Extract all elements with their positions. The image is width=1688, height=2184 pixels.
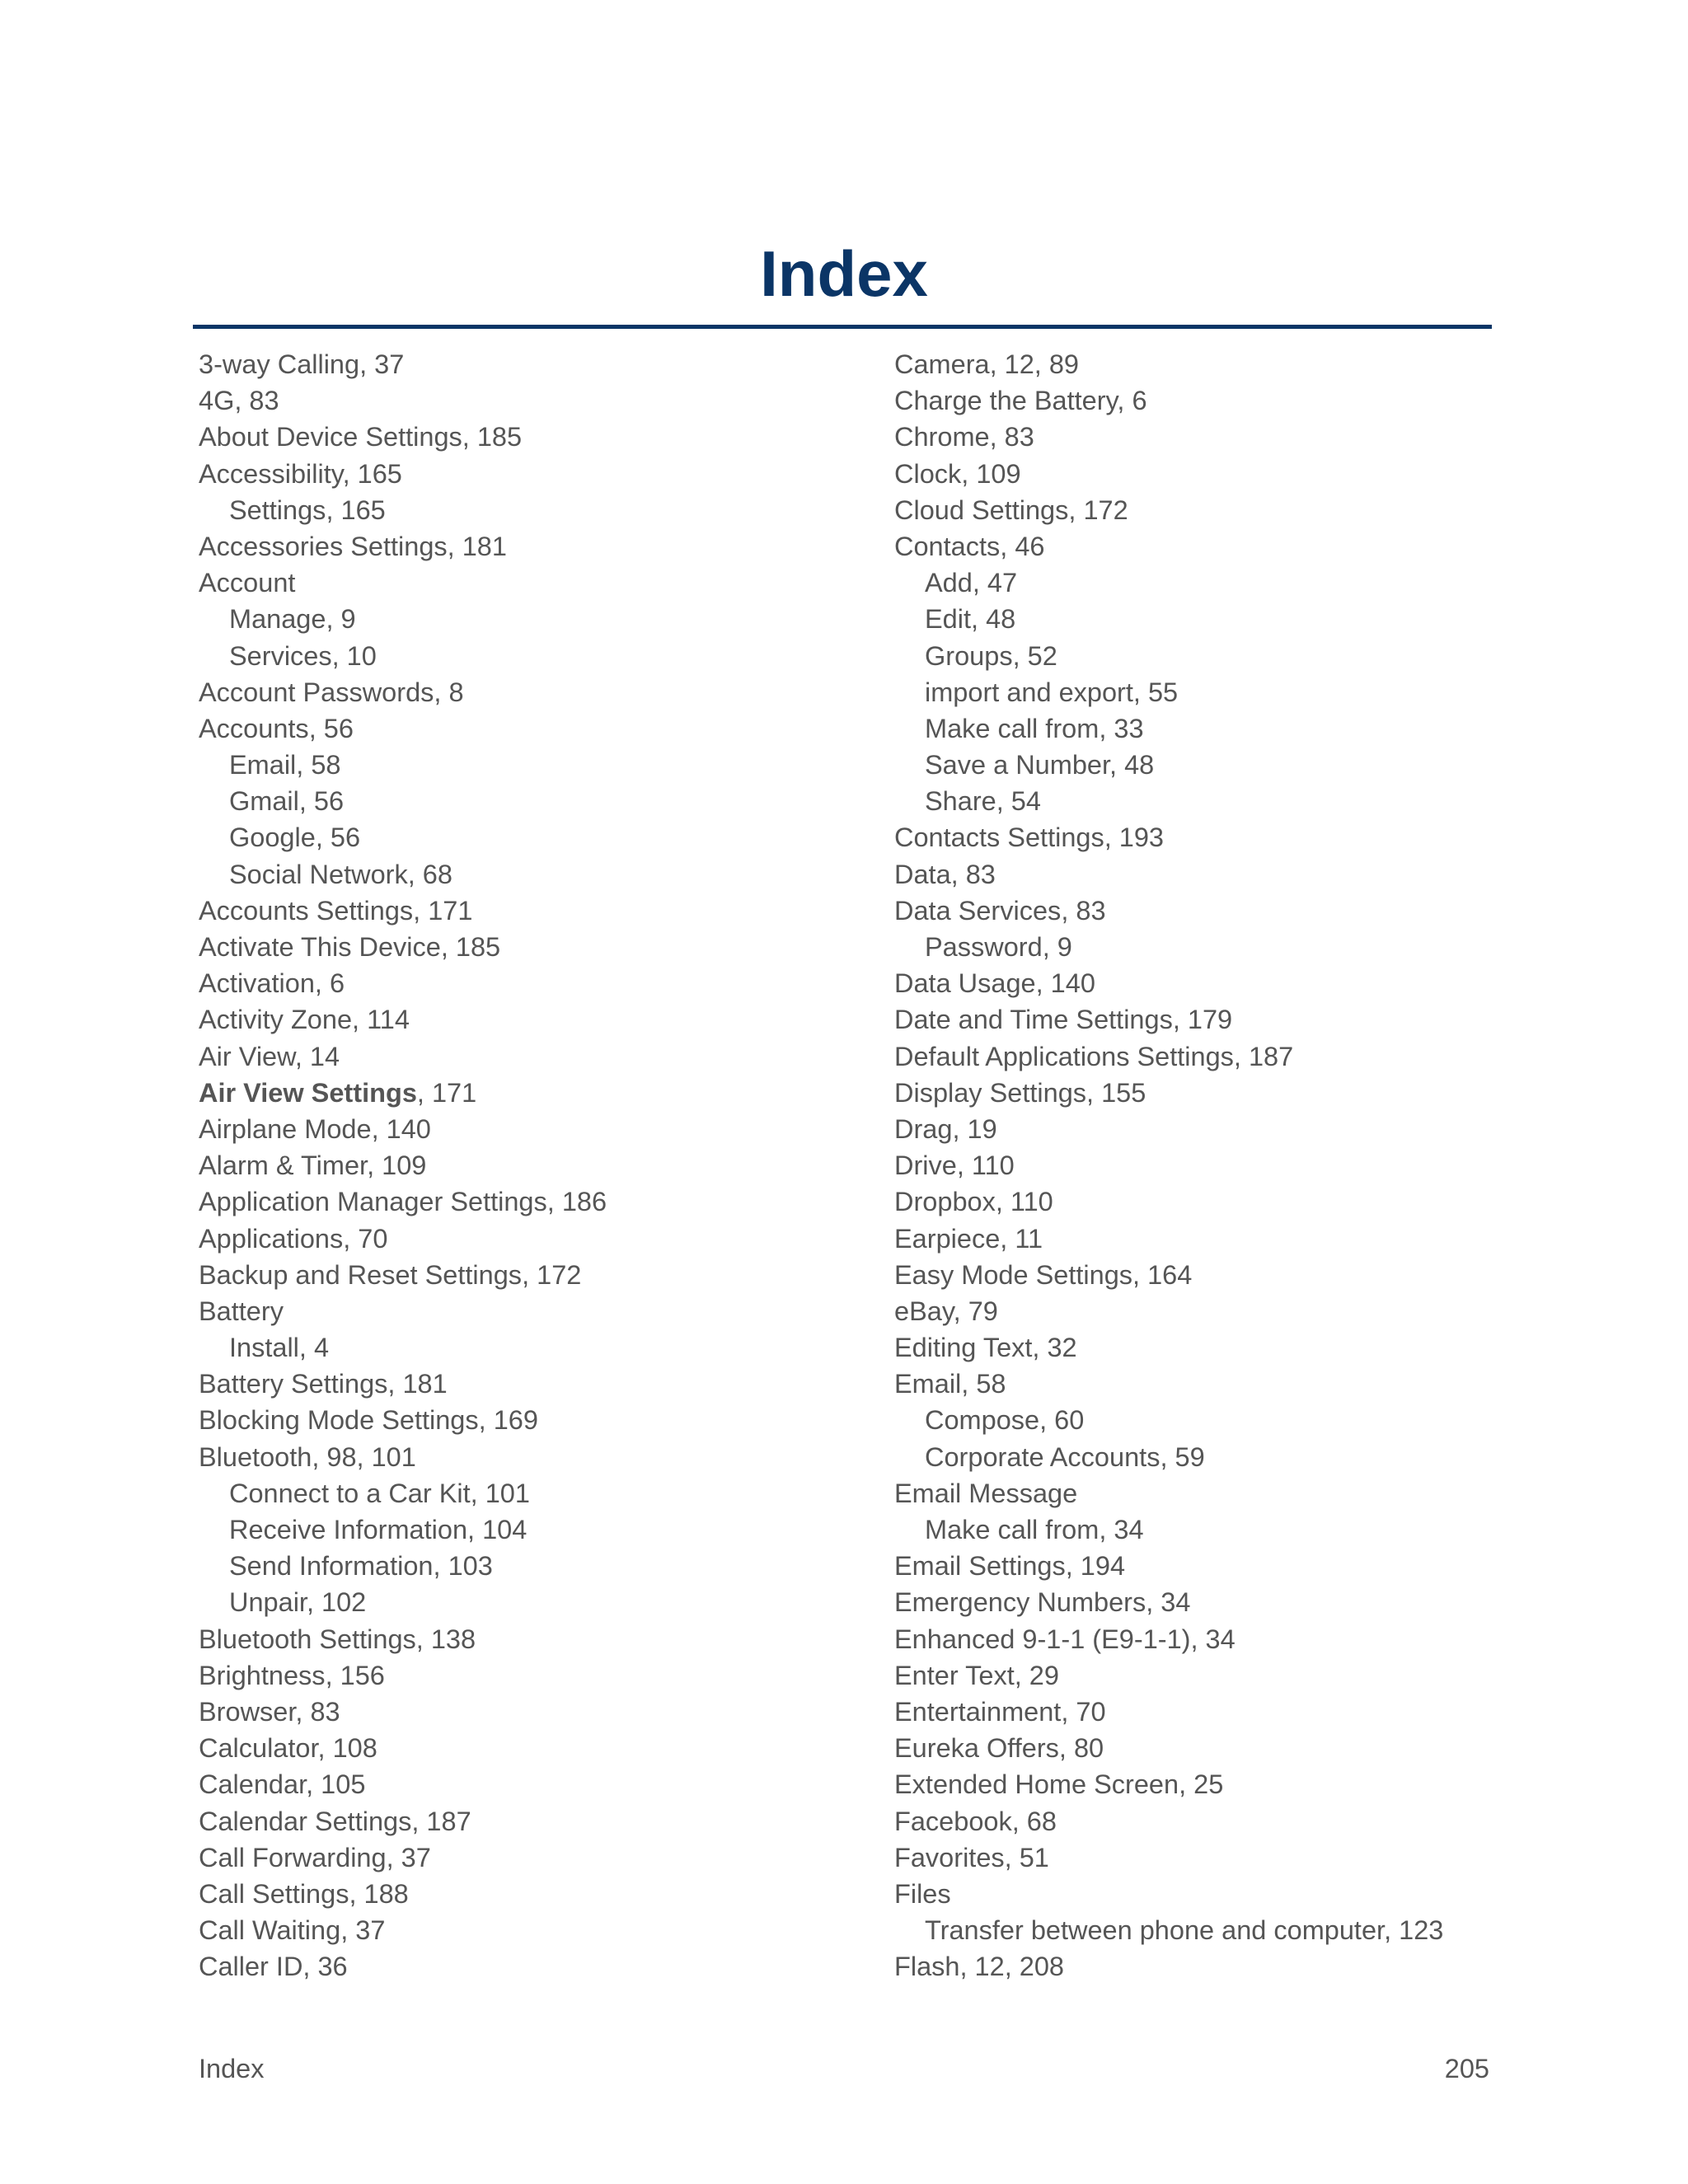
index-pages: , 56 — [315, 823, 361, 853]
index-term: 4G — [199, 386, 235, 416]
index-entry — [894, 1111, 1521, 1147]
index-term: Enter Text — [894, 1660, 1015, 1690]
index-entry — [199, 1402, 858, 1438]
index-term: Flash — [894, 1952, 960, 1982]
index-term: Airplane Mode — [199, 1113, 372, 1144]
index-pages: , 46 — [1000, 531, 1045, 561]
index-pages: , 114 — [352, 1005, 410, 1035]
index-entry — [894, 1257, 1521, 1293]
index-pages: , 12, 89 — [989, 349, 1080, 379]
index-subentry — [199, 601, 858, 637]
index-term: Share — [925, 786, 996, 817]
index-pages: , 6 — [314, 968, 345, 999]
index-term: Clock — [894, 458, 962, 489]
index-pages: , 8 — [434, 677, 464, 707]
index-entry — [894, 1293, 1521, 1329]
index-term: Contacts Settings — [894, 823, 1104, 853]
index-term: Contacts — [894, 531, 1001, 561]
index-subentry — [894, 1511, 1521, 1548]
index-subentry — [199, 819, 858, 855]
index-term: Calculator — [199, 1733, 318, 1764]
index-entry — [894, 1183, 1521, 1220]
index-term: Activity Zone — [199, 1005, 353, 1035]
index-entry — [199, 419, 858, 455]
index-pages: , 193 — [1104, 823, 1165, 853]
index-entry — [199, 1439, 858, 1475]
index-pages: , 58 — [961, 1369, 1006, 1399]
index-term: Bluetooth — [199, 1441, 312, 1472]
index-pages: , 98, 101 — [312, 1441, 416, 1472]
index-entry — [199, 1111, 858, 1147]
index-entry — [894, 1803, 1521, 1840]
index-entry — [894, 1657, 1521, 1694]
index-term: Call Forwarding — [199, 1842, 387, 1872]
index-subentry — [894, 601, 1521, 637]
index-pages: , 83 — [950, 859, 996, 889]
index-entry — [199, 1766, 858, 1802]
index-pages: , 110 — [995, 1187, 1053, 1217]
index-pages: , 108 — [317, 1733, 377, 1764]
index-entry — [199, 1038, 858, 1075]
index-term: Call Waiting — [199, 1915, 341, 1946]
index-pages: , 70 — [1061, 1696, 1106, 1727]
index-term: Battery Settings — [199, 1369, 388, 1399]
index-entry — [199, 1803, 858, 1840]
index-term: Receive Information — [229, 1515, 468, 1544]
index-entry — [894, 492, 1521, 528]
index-entry — [894, 1001, 1521, 1038]
index-entry — [894, 1075, 1521, 1111]
index-pages: , 80 — [1058, 1733, 1104, 1764]
index-pages: , 29 — [1014, 1660, 1059, 1690]
index-pages: , 186 — [546, 1187, 607, 1217]
index-entry — [894, 456, 1521, 492]
index-entry — [894, 1329, 1521, 1366]
index-entry — [894, 1730, 1521, 1766]
index-entry — [199, 1876, 858, 1912]
index-entry — [894, 1584, 1521, 1620]
index-term: Settings — [229, 494, 326, 525]
index-term: Drag — [894, 1113, 953, 1144]
index-pages: , 164 — [1132, 1259, 1193, 1290]
index-pages: , 123 — [1384, 1915, 1444, 1946]
index-term: Corporate Accounts — [925, 1441, 1160, 1472]
index-term: Applications — [199, 1223, 344, 1254]
index-pages: , 187 — [1233, 1041, 1294, 1071]
index-entry — [894, 346, 1521, 382]
index-entry — [894, 893, 1521, 929]
index-pages: , 9 — [1042, 932, 1072, 962]
index-pages: , 55 — [1132, 677, 1179, 707]
index-subentry — [894, 747, 1521, 783]
index-term: Drive — [894, 1151, 957, 1181]
title-rule — [193, 325, 1492, 329]
index-term: Add — [925, 568, 973, 598]
index-pages: , 60 — [1039, 1405, 1085, 1436]
index-subentry — [199, 1329, 858, 1366]
index-subentry — [894, 929, 1521, 965]
index-term: Accessories Settings — [199, 531, 448, 561]
index-pages: , 194 — [1065, 1551, 1126, 1582]
index-subentry — [894, 710, 1521, 747]
index-subentry — [894, 1402, 1521, 1438]
index-pages: , 172 — [522, 1259, 582, 1290]
index-pages: , 171 — [416, 1077, 477, 1108]
index-term: Send Information — [229, 1551, 434, 1582]
index-term: Save a Number — [925, 750, 1110, 780]
index-pages: , 169 — [478, 1405, 538, 1436]
index-term: Favorites — [894, 1842, 1005, 1872]
index-entry — [199, 1075, 858, 1111]
index-term: Application Manager Settings — [199, 1187, 547, 1217]
index-entry — [199, 346, 858, 382]
index-pages: , 37 — [359, 349, 405, 379]
index-pages: , 48 — [1109, 750, 1155, 780]
index-entry — [894, 1366, 1521, 1402]
index-term: Emergency Numbers — [894, 1587, 1146, 1618]
index-pages: , 140 — [371, 1113, 431, 1144]
index-pages: , 181 — [447, 531, 507, 561]
index-pages: , 109 — [961, 458, 1021, 489]
index-term: Blocking Mode Settings — [199, 1405, 479, 1436]
index-pages: , 56 — [298, 786, 345, 817]
index-pages: , 14 — [294, 1041, 340, 1071]
index-term: Make call from — [925, 713, 1100, 743]
index-entry — [199, 1912, 858, 1948]
index-pages: , 34 — [1190, 1624, 1236, 1654]
index-term: Install — [229, 1333, 299, 1363]
index-term: Brightness — [199, 1660, 326, 1690]
index-term: Enhanced 9-1-1 (E9-1-1) — [894, 1624, 1191, 1654]
index-entry — [894, 1475, 1521, 1511]
index-term: eBay — [894, 1296, 954, 1326]
index-term: Extended Home Screen — [894, 1769, 1179, 1800]
index-term: Groups — [925, 640, 1013, 671]
index-subentry — [199, 856, 858, 893]
index-entry — [894, 1840, 1521, 1876]
index-pages: , 165 — [326, 494, 386, 525]
index-pages: , 33 — [1099, 713, 1144, 743]
index-pages: , 101 — [470, 1478, 530, 1508]
index-term: About Device Settings — [199, 422, 462, 452]
index-term: Data — [894, 859, 951, 889]
index-pages: , 172 — [1068, 494, 1128, 525]
index-pages: , 19 — [952, 1113, 997, 1144]
index-subentry — [894, 674, 1521, 710]
index-entry — [894, 1548, 1521, 1584]
index-pages: , 59 — [1160, 1441, 1205, 1472]
index-pages: , 171 — [413, 895, 473, 926]
index-pages: , 155 — [1086, 1077, 1146, 1108]
index-pages: , 79 — [953, 1296, 998, 1326]
index-entry — [199, 1293, 858, 1329]
index-term: Dropbox — [894, 1187, 996, 1217]
index-term: Accessibility — [199, 458, 343, 489]
index-subentry — [894, 565, 1521, 601]
index-term: Air View — [199, 1041, 295, 1071]
index-entry — [199, 565, 858, 601]
index-term: Transfer between phone and computer — [925, 1915, 1385, 1946]
index-term: Account Passwords — [199, 677, 434, 707]
index-subentry — [199, 638, 858, 674]
index-term: Editing Text — [894, 1333, 1033, 1363]
index-term: Email Settings — [894, 1551, 1066, 1582]
index-column-right — [894, 346, 1521, 1985]
index-pages: , 10 — [331, 640, 377, 671]
index-subentry — [199, 747, 858, 783]
index-pages: , 103 — [433, 1551, 493, 1582]
index-subentry — [894, 1439, 1521, 1475]
index-subentry — [199, 1548, 858, 1584]
index-term: Social Network — [229, 859, 408, 889]
index-term: Activation — [199, 968, 315, 999]
index-subentry — [199, 1584, 858, 1620]
index-column-left — [199, 346, 858, 1985]
index-pages: , 70 — [343, 1223, 388, 1254]
index-subentry — [199, 1511, 858, 1548]
footer-section-label: Index — [199, 2054, 265, 2083]
index-entry — [894, 1221, 1521, 1257]
index-entry — [199, 382, 858, 419]
page-title: Index — [760, 237, 928, 310]
index-entry — [894, 965, 1521, 1001]
index-term: Connect to a Car Kit — [229, 1478, 471, 1508]
index-term: Cloud Settings — [894, 494, 1069, 525]
index-term: Manage — [229, 604, 326, 635]
index-entry — [199, 710, 858, 747]
index-entry — [894, 1038, 1521, 1075]
index-pages: , 187 — [411, 1806, 471, 1836]
index-pages: , 185 — [462, 422, 523, 452]
index-pages: , 185 — [440, 932, 501, 962]
index-term: Data Usage — [894, 968, 1036, 999]
index-term: 3-way Calling — [199, 349, 360, 379]
index-term: Camera — [894, 349, 990, 379]
index-entry — [894, 1621, 1521, 1657]
index-entry — [199, 1001, 858, 1038]
index-pages: , 37 — [340, 1915, 386, 1946]
index-pages: , 140 — [1035, 968, 1095, 999]
index-term: Eureka Offers — [894, 1733, 1059, 1764]
index-pages: , 83 — [1061, 895, 1106, 926]
index-subentry — [894, 783, 1521, 819]
index-entry — [199, 1257, 858, 1293]
index-entry — [894, 1147, 1521, 1183]
index-subentry — [894, 1912, 1521, 1948]
index-term: Accounts — [199, 713, 309, 743]
index-pages: , 188 — [349, 1878, 409, 1909]
index-entry — [199, 1730, 858, 1766]
index-entry — [199, 1147, 858, 1183]
index-entry — [199, 1948, 858, 1985]
index-entry — [199, 1183, 858, 1220]
index-term: Backup and Reset Settings — [199, 1259, 523, 1290]
index-entry — [199, 965, 858, 1001]
index-entry — [199, 1366, 858, 1402]
index-term: Email — [229, 750, 297, 780]
index-pages: , 37 — [386, 1842, 431, 1872]
index-entry — [199, 893, 858, 929]
index-subentry — [199, 492, 858, 528]
index-term: Services — [229, 640, 332, 671]
index-entry — [199, 1221, 858, 1257]
index-pages: , 83 — [295, 1696, 340, 1727]
index-pages: , 34 — [1099, 1515, 1144, 1544]
index-term: Data Services — [894, 895, 1062, 926]
index-pages: , 181 — [387, 1369, 448, 1399]
index-term: Unpair — [229, 1587, 307, 1618]
index-pages: , 32 — [1032, 1333, 1077, 1363]
index-entry — [199, 1694, 858, 1730]
index-pages: , 34 — [1146, 1587, 1191, 1618]
index-entry — [894, 1694, 1521, 1730]
index-entry — [199, 1657, 858, 1694]
index-term: Account — [199, 568, 296, 598]
index-entry — [199, 456, 858, 492]
index-pages: , 54 — [996, 786, 1041, 817]
index-term: Activate This Device — [199, 932, 441, 962]
index-pages: , 48 — [971, 604, 1016, 635]
index-pages: , 105 — [306, 1769, 366, 1800]
index-pages: , 110 — [956, 1151, 1015, 1181]
index-term: Files — [894, 1878, 951, 1909]
index-term: Call Settings — [199, 1878, 349, 1909]
index-term: Default Applications Settings — [894, 1041, 1234, 1071]
index-term: Gmail — [229, 786, 299, 817]
index-term: Calendar Settings — [199, 1806, 412, 1836]
index-term: Email — [894, 1369, 962, 1399]
index-term: Email Message — [894, 1478, 1078, 1508]
index-subentry — [199, 783, 858, 819]
index-pages: , 51 — [1004, 1842, 1049, 1872]
index-pages: , 56 — [308, 713, 354, 743]
index-pages: , 25 — [1179, 1769, 1224, 1800]
index-term: Facebook — [894, 1806, 1012, 1836]
index-pages: , 11 — [1000, 1223, 1043, 1254]
index-term: Google — [229, 823, 316, 853]
index-entry — [894, 1766, 1521, 1802]
index-pages: , 156 — [325, 1660, 385, 1690]
index-entry — [894, 382, 1521, 419]
index-pages: , 12, 208 — [959, 1952, 1064, 1982]
index-pages: , 102 — [306, 1587, 367, 1618]
index-pages: , 9 — [326, 604, 356, 635]
index-pages: , 83 — [234, 386, 279, 416]
index-term: Earpiece — [894, 1223, 1001, 1254]
index-pages: , 52 — [1012, 640, 1057, 671]
index-entry — [199, 528, 858, 565]
index-entry — [894, 1948, 1521, 1985]
index-term: Date and Time Settings — [894, 1005, 1173, 1035]
index-pages: , 68 — [407, 859, 452, 889]
index-entry — [894, 819, 1521, 855]
index-entry — [199, 1621, 858, 1657]
index-term: Alarm & Timer — [199, 1151, 368, 1181]
index-term: Accounts Settings — [199, 895, 414, 926]
index-entry — [894, 856, 1521, 893]
index-entry — [199, 929, 858, 965]
index-term: Bluetooth Settings — [199, 1624, 416, 1654]
index-term: Battery — [199, 1296, 284, 1326]
index-term: Display Settings — [894, 1077, 1087, 1108]
index-entry — [894, 1876, 1521, 1912]
index-term: Compose — [925, 1405, 1040, 1436]
index-term: Password — [925, 932, 1043, 962]
index-pages: , 165 — [342, 458, 402, 489]
index-entry — [894, 419, 1521, 455]
index-pages: , 36 — [302, 1952, 348, 1982]
index-term: Make call from — [925, 1515, 1100, 1544]
index-pages: , 47 — [972, 568, 1018, 598]
index-pages: , 179 — [1172, 1005, 1233, 1035]
index-pages: , 6 — [1117, 386, 1147, 416]
index-term: Calendar — [199, 1769, 307, 1800]
index-term: Edit — [925, 604, 972, 635]
index-pages: , 138 — [415, 1624, 476, 1654]
index-term: Chrome — [894, 422, 990, 452]
index-subentry — [199, 1475, 858, 1511]
index-pages: , 109 — [367, 1151, 427, 1181]
footer-page-number: 205 — [1444, 2054, 1489, 2083]
index-pages: , 104 — [467, 1515, 528, 1544]
index-subentry — [894, 638, 1521, 674]
index-pages: , 4 — [298, 1333, 330, 1363]
index-term: Air View Settings — [199, 1077, 417, 1108]
index-term: Browser — [199, 1696, 296, 1727]
index-pages: , 68 — [1011, 1806, 1057, 1836]
index-entry — [199, 674, 858, 710]
index-term: Entertainment — [894, 1696, 1062, 1727]
index-term: import and export — [925, 677, 1133, 707]
index-pages: , 83 — [989, 422, 1034, 452]
index-entry — [199, 1840, 858, 1876]
index-term: Caller ID — [199, 1952, 303, 1982]
index-term: Easy Mode Settings — [894, 1259, 1133, 1290]
index-pages: , 58 — [296, 750, 341, 780]
index-entry — [894, 528, 1521, 565]
index-term: Charge the Battery — [894, 386, 1118, 416]
